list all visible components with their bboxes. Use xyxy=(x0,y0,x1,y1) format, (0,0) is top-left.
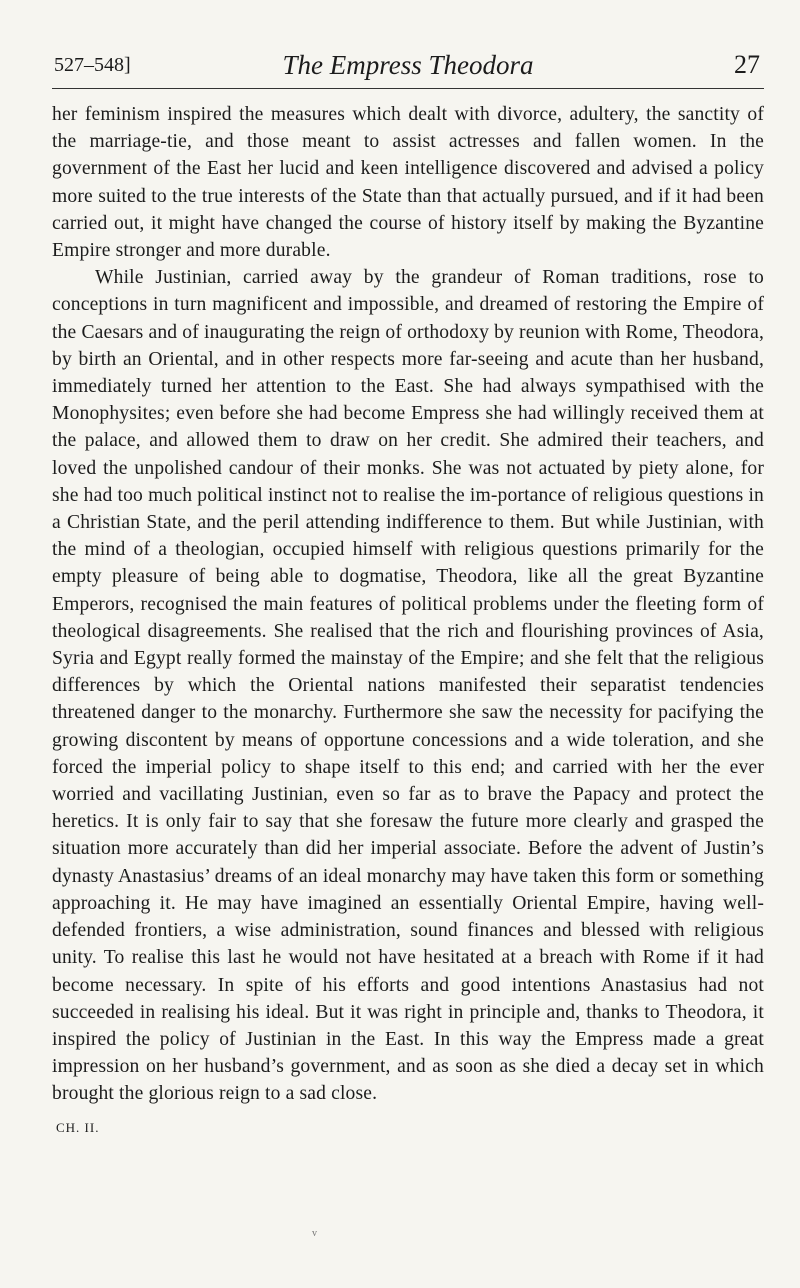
paragraph: While Justinian, carried away by the grandeur of Roman traditions, rose to conceptions in turn magnificent and impossible, and dreamed of restoring the Empire of the Caesars and of inaugurating the reign of orthodoxy by reunion with Rome, Theodora, by birth an Oriental, and in other respects more far-seeing and acute than her husband, immediately turned her attention to the East. She had always sympathised with the Monophysites; even before she had become Empress she had willingly received them at the palace, and allowed them to draw on her credit. She admired their teachers, and loved the unpolished candour of their monks. She was not actuated by piety alone, for she had too much political instinct not to realise the im-portance of religious questions in a Christian State, and the peril attending indifference to them. But while Justinian, with the mind of a theologian, occupied himself with religious questions primarily for the empty pleasure of being able to dogmatise, Theodora, like all the great Byzantine Emperors, recognised the main features of political problems under the fleeting form of theological disagreements. She realised that the rich and flourishing provinces of Asia, Syria and Egypt really formed the mainstay of the Empire; and she felt that the religious differences by which the Oriental nations manifested their separatist tendencies threatened danger to the monarchy. Furthermore she saw the necessity for pacifying the growing discontent by means of opportune concessions and a wide toleration, and she forced the imperial policy to shape itself to this end; and carried with her the ever worried and vacillating Justinian, even so far as to brave the Papacy and protect the heretics. It is only fair to say that she foresaw the future more clearly and grasped the situation more accurately than did her imperial associate. Before the advent of Justin’s dynasty Anastasius’ dreams of an ideal monarchy may have taken this form or something approaching it. He may have imagined an essentially Oriental Empire, having well-defended frontiers, a wise administration, sound finances and blessed with religious unity. To realise this last he would not have hesitated at a breach with Rome if it had become necessary. In spite of his efforts and good intentions Anastasius had not succeeded in realising his ideal. But it was right in principle and, thanks to Theodora, it inspired the policy of Justinian in the East. In this way the Empress made a great impression on her husband’s government, and as soon as she died a decay set in which brought the glorious reign to a sad close. xyxy=(52,267,764,1105)
book-page xyxy=(52,44,764,1136)
page-range: 527–548] xyxy=(54,54,131,76)
signature-mark: CH. II. xyxy=(56,1119,100,1135)
paragraph-continuation: her feminism inspired the measures which dealt with divorce, adultery, the sanctity of the marriage-tie, and those meant to assist actresses and fallen women. In the government of the East her lucid and keen intelligence discovered and advised a policy more suited to the true interests of the State than that actually pursued, and if it had been carried out, it might have changed the course of history itself by making the Byzantine Empire stronger and more durable. xyxy=(52,104,764,262)
body-text xyxy=(52,101,764,1108)
running-header xyxy=(52,44,764,86)
page-number: 27 xyxy=(734,50,760,79)
printer-mark: v xyxy=(312,1228,317,1239)
running-title: The Empress Theodora xyxy=(282,50,534,80)
header-rule xyxy=(52,88,764,89)
